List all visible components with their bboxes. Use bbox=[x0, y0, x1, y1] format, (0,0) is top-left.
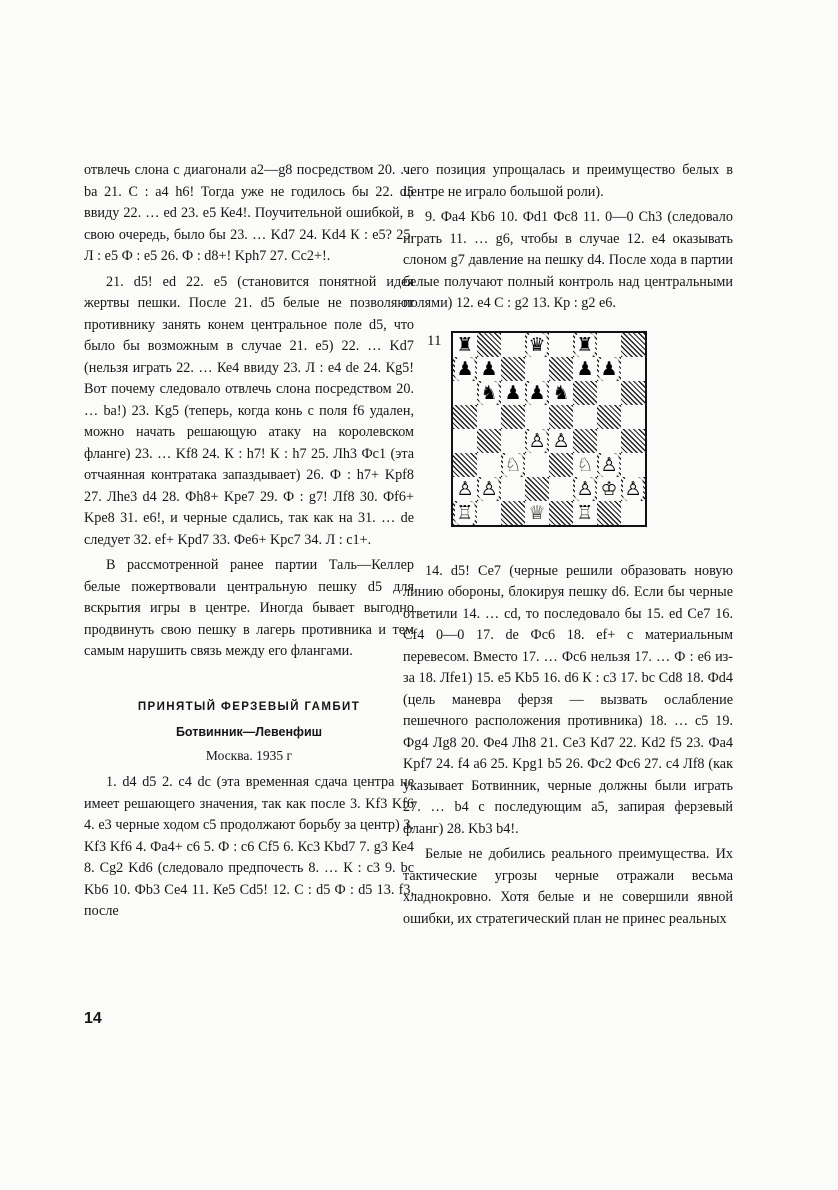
chess-piece-icon: ♟ bbox=[480, 357, 498, 380]
square-e3 bbox=[549, 453, 573, 477]
chess-piece-icon: ♕ bbox=[528, 501, 546, 524]
square-a5 bbox=[453, 405, 477, 429]
square-e4 bbox=[549, 429, 573, 453]
square-e8 bbox=[549, 333, 573, 357]
square-f2 bbox=[573, 477, 597, 501]
square-h3 bbox=[621, 453, 645, 477]
left-paragraph-1: отвлечь слона с диагонали а2—g8 посредством 20. … bа 21. С : а4 h6! Тогда уже не годилось бы 22. d5 ввиду 22. … ed 23. е5 Ке4!. Поучительной ошибкой, в свою очередь, было бы 23. … Kd7 24. Kd4 К : е5? 25. Л : е5 Ф : е5 26. Ф : d8+! Kph7 27. Cc2+!. bbox=[84, 162, 414, 264]
square-c2 bbox=[501, 477, 525, 501]
square-h2 bbox=[621, 477, 645, 501]
square-d3 bbox=[525, 453, 549, 477]
square-f7 bbox=[573, 357, 597, 381]
square-b2 bbox=[477, 477, 501, 501]
square-a6 bbox=[453, 381, 477, 405]
square-b7 bbox=[477, 357, 501, 381]
square-a2 bbox=[453, 477, 477, 501]
square-d6 bbox=[525, 381, 549, 405]
square-a8 bbox=[453, 333, 477, 357]
chess-piece-icon: ♙ bbox=[624, 477, 642, 500]
square-f3 bbox=[573, 453, 597, 477]
square-h8 bbox=[621, 333, 645, 357]
square-h4 bbox=[621, 429, 645, 453]
left-paragraph-4: 1. d4 d5 2. c4 dc (эта временная сдача центра не имеет решающего значения, так как после 3. Kf3 Kf6 4. е3 черные ходом с5 продолжают борьбу за центр) 3. Kf3 Kf6 4. Фа4+ с6 5. Ф : с6 Cf5 6. Кс3 Kbd7 7. g3 Ке4 8. Cg2 Kd6 (следовало предпочесть 8. … К : с3 9. bс Kb6 10. Фb3 Се4 11. Ке5 Cd5! 12. С : d5 Ф : d5 13. f3, после bbox=[84, 774, 414, 919]
square-c7 bbox=[501, 357, 525, 381]
chess-piece-icon: ♛ bbox=[528, 333, 546, 356]
square-c1 bbox=[501, 501, 525, 525]
chess-piece-icon: ♟ bbox=[528, 381, 546, 404]
chess-piece-icon: ♜ bbox=[456, 333, 474, 356]
right-paragraph-1: чего позиция упрощалась и преимущество белых в центре не играло большой роли). bbox=[403, 162, 733, 200]
chess-piece-icon: ♙ bbox=[552, 429, 570, 452]
chess-piece-icon: ♟ bbox=[504, 381, 522, 404]
diagram-number: 11 bbox=[427, 332, 442, 349]
chess-piece-icon: ♙ bbox=[480, 477, 498, 500]
square-f1 bbox=[573, 501, 597, 525]
square-g6 bbox=[597, 381, 621, 405]
square-b6 bbox=[477, 381, 501, 405]
chess-piece-icon: ♘ bbox=[504, 453, 522, 476]
chess-piece-icon: ♙ bbox=[456, 477, 474, 500]
square-b4 bbox=[477, 429, 501, 453]
square-e6 bbox=[549, 381, 573, 405]
game-players: Ботвинник—Левенфиш bbox=[175, 725, 323, 739]
square-e2 bbox=[549, 477, 573, 501]
chess-piece-icon: ♙ bbox=[528, 429, 546, 452]
chess-piece-icon: ♟ bbox=[456, 357, 474, 380]
square-g4 bbox=[597, 429, 621, 453]
right-paragraph-3: 14. d5! Се7 (черные решили образовать новую линию обороны, блокируя пешку d6. Если бы черные ответили 14. … cd, то последовало бы 15. ed Се7 16. Cf4 0—0 17. dе Фс6 18. ef+ с материальным перевесом. Вместо 17. … Фс6 нельзя 17. … Ф : е6 из-за 18. Лfe1) 15. е5 Kb5 16. d6 К : с3 17. bc Cd8 18. Фd4 (цель маневра ферзя — вызвать ослабление пешечного расположения противника) 18. … с5 19. Фg4 Лg8 20. Фе4 Лh8 21. Се3 Kd7 22. Kd2 f5 23. Фа4 Kpf7 24. f4 а6 25. Kpg1 b5 26. Фс2 Фс6 27. с4 Лf8 (как указывает Ботвинник, черные должны были играть 27. … b4 с последующим а5, запирая ферзевый фланг) 28. Kb3 b4!. bbox=[403, 562, 733, 837]
square-a4 bbox=[453, 429, 477, 453]
square-e1 bbox=[549, 501, 573, 525]
chess-diagram bbox=[403, 323, 733, 553]
chess-piece-icon: ♔ bbox=[600, 477, 618, 500]
square-f6 bbox=[573, 381, 597, 405]
square-b5 bbox=[477, 405, 501, 429]
square-c6 bbox=[501, 381, 525, 405]
square-h7 bbox=[621, 357, 645, 381]
square-c8 bbox=[501, 333, 525, 357]
square-g1 bbox=[597, 501, 621, 525]
square-d1 bbox=[525, 501, 549, 525]
square-f4 bbox=[573, 429, 597, 453]
page-number: 14 bbox=[84, 1010, 102, 1027]
square-a3 bbox=[453, 453, 477, 477]
left-paragraph-2: 21. d5! ed 22. е5 (становится понятной идея жертвы пешки. После 21. d5 белые не позволяют противнику занять конем центральное поле d5, что было бы возможным в случае 21. е5) 22. … Kd7 (нельзя играть 22. … Ке4 ввиду 23. Л : е4 de 24. Кg5! Вот почему следовало отвлечь слона посредством 20. … bа!) 23. Kg5 (теперь, когда конь с поля f6 удален, можно начать решающую атаку на королевском фланге) 23. … Kf8 24. К : h7! К : h7 25. Лh3 Фс1 (эта отчаянная контратака запаздывает) 26. Ф : h7+ Kpf8 27. Лhe3 d4 28. Фh8+ Kpe7 29. Ф : g7! Лf8 30. Фf6+ Kpe8 31. е6!, и черные сдались, так как на 31. … de следует 32. ef+ Kpd7 33. Фе6+ Kpc7 34. Л : с1+. bbox=[84, 273, 414, 548]
chess-piece-icon: ♟ bbox=[600, 357, 618, 380]
square-h6 bbox=[621, 381, 645, 405]
square-c3 bbox=[501, 453, 525, 477]
square-b3 bbox=[477, 453, 501, 477]
square-a1 bbox=[453, 501, 477, 525]
square-b1 bbox=[477, 501, 501, 525]
square-g5 bbox=[597, 405, 621, 429]
square-d7 bbox=[525, 357, 549, 381]
square-h1 bbox=[621, 501, 645, 525]
chess-piece-icon: ♞ bbox=[480, 381, 498, 404]
chess-piece-icon: ♙ bbox=[576, 477, 594, 500]
chess-piece-icon: ♖ bbox=[456, 501, 474, 524]
square-h5 bbox=[621, 405, 645, 429]
square-c4 bbox=[501, 429, 525, 453]
square-b8 bbox=[477, 333, 501, 357]
square-g8 bbox=[597, 333, 621, 357]
square-g2 bbox=[597, 477, 621, 501]
square-g3 bbox=[597, 453, 621, 477]
right-column bbox=[403, 160, 733, 930]
square-a7 bbox=[453, 357, 477, 381]
chess-piece-icon: ♜ bbox=[576, 333, 594, 356]
left-paragraph-3: В рассмотренной ранее партии Таль—Келлер белые пожертвовали центральную пешку d5 для вскрытия игры в центре. Иногда бывает выгодно продвинуть свою пешку в лагерь противника и тем самым нарушить связь между его флангами. bbox=[84, 557, 414, 659]
game-place: Москва. 1935 г bbox=[205, 747, 293, 763]
square-f5 bbox=[573, 405, 597, 429]
square-e7 bbox=[549, 357, 573, 381]
chess-board bbox=[451, 331, 647, 527]
right-paragraph-2: 9. Фа4 Kb6 10. Фd1 Фс8 11. 0—0 Ch3 (следовало играть 11. … g6, чтобы в случае 12. е4 оказывать слоном g7 давление на пешку d4. После хода в партии белые получают полный контроль над центральными полями) 12. е4 С : g2 13. Кр : g2 е6. bbox=[403, 209, 733, 311]
square-g7 bbox=[597, 357, 621, 381]
square-f8 bbox=[573, 333, 597, 357]
chess-piece-icon: ♖ bbox=[576, 501, 594, 524]
right-paragraph-4: Белые не добились реального преимущества. Их тактические угрозы черные отражали весьма хладнокровно. Хотя белые и не совершили явной ошибки, их стратегический план не принес реальных bbox=[403, 846, 733, 927]
square-d2 bbox=[525, 477, 549, 501]
chess-piece-icon: ♟ bbox=[576, 357, 594, 380]
left-column bbox=[84, 160, 414, 923]
square-d4 bbox=[525, 429, 549, 453]
square-d5 bbox=[525, 405, 549, 429]
chess-piece-icon: ♘ bbox=[576, 453, 594, 476]
square-c5 bbox=[501, 405, 525, 429]
game-heading: ПРИНЯТЫЙ ФЕРЗЕВЫЙ ГАМБИТ bbox=[137, 700, 361, 713]
square-e5 bbox=[549, 405, 573, 429]
square-d8 bbox=[525, 333, 549, 357]
chess-piece-icon: ♙ bbox=[600, 453, 618, 476]
chess-piece-icon: ♞ bbox=[552, 381, 570, 404]
